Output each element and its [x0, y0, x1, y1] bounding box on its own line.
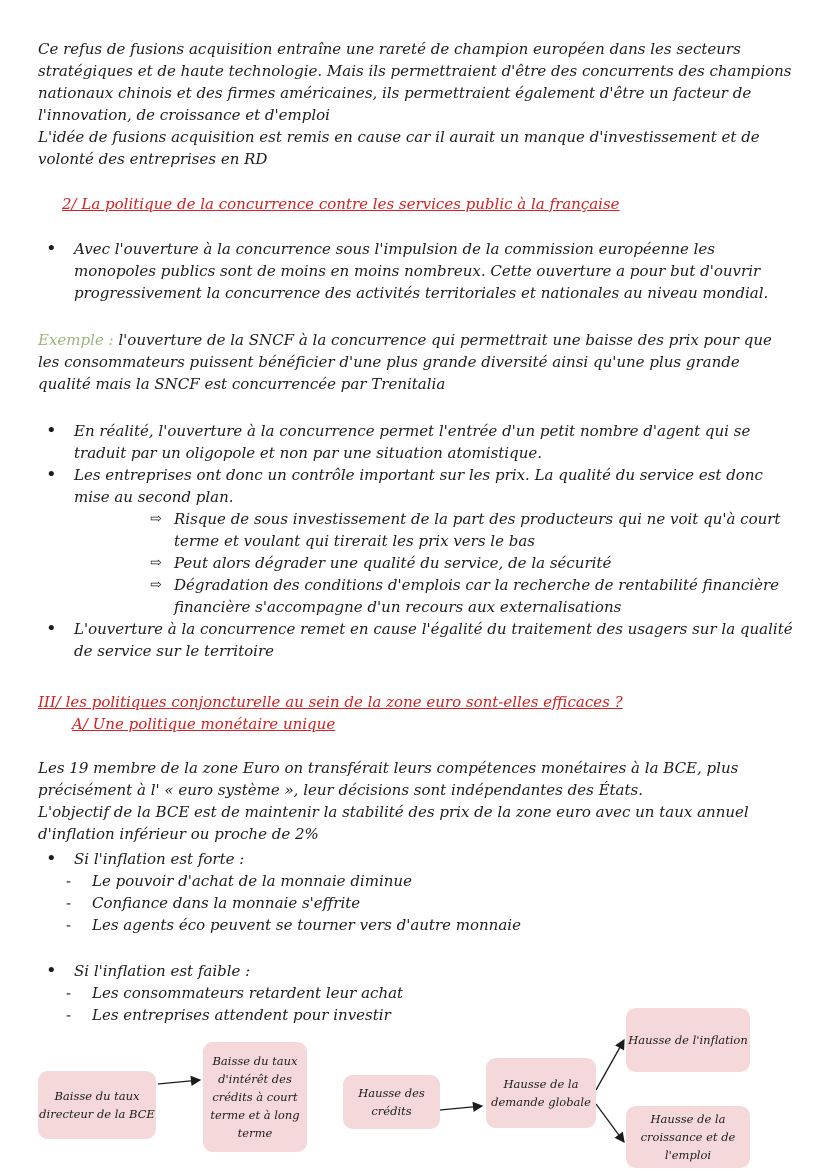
- dash-item: - Confiance dans la monnaie s'effrite: [62, 892, 822, 914]
- intro-paragraph-2: L'idée de fusions acquisition est remis en cause car il aurait un manque d'investissement et de volonté des entreprises en RD: [38, 128, 760, 168]
- example-text: l'ouverture de la SNCF à la concurrence qui permettrait une baisse des prix pour que les consommateurs puissent bénéficier d'une plus grande diversité ainsi qu'une plus grande qualité mais la SNCF est concurrencée par Trenitalia: [38, 331, 772, 393]
- section-3-paragraph-2: L'objectif de la BCE est de maintenir la stabilité des prix de la zone euro avec un taux annuel d'inflation inférieur ou proche de 2%: [38, 803, 749, 843]
- sub-list-item: ⇨ Peut alors dégrader une qualité du service, de la sécurité: [148, 552, 800, 574]
- section-3-title-text: III/ les politiques conjoncturelle au sein de la zone euro sont-elles efficaces ?: [38, 693, 623, 711]
- section-2-title: 2/ La politique de la concurrence contre les services public à la française: [62, 195, 620, 213]
- list-item-text: Les entreprises ont donc un contrôle important sur les prix. La qualité du service est donc mise au second plan.: [74, 466, 763, 506]
- diagram-box-taux-interet: Baisse du taux d'intérêt des crédits à court terme et à long terme: [203, 1042, 307, 1152]
- list-item: • En réalité, l'ouverture à la concurrence permet l'entrée d'un petit nombre d'agent qui se traduit par un oligopole et non par une situation atomistique.: [40, 420, 800, 464]
- section-3-paragraph: Les 19 membre de la zone Euro on transférait leurs compétences monétaires à la BCE, plus précisément à l' « euro système », leur décisions sont indépendantes des États.: [38, 759, 739, 799]
- arrow-3: [596, 1040, 624, 1090]
- diagram-box-inflation: Hausse de l'inflation: [626, 1008, 750, 1072]
- dash-item: - Les entreprises attendent pour investir: [62, 1004, 822, 1026]
- diagram-box-demande: Hausse de la demande globale: [486, 1058, 596, 1128]
- diagram-box-croissance: Hausse de la croissance et de l'emploi: [626, 1106, 750, 1168]
- diagram-box-taux-directeur: Baisse du taux directeur de la BCE: [38, 1071, 156, 1139]
- list-item: • Avec l'ouverture à la concurrence sous l'impulsion de la commission européenne les monopoles publics sont de moins en moins nombreux. Cette ouverture a pour but d'ouvrir progressivement la concurrence des activités territoriales et nationales au niveau mondial.: [40, 238, 800, 304]
- example-label: Exemple :: [38, 331, 114, 349]
- dash-item: - Les consommateurs retardent leur achat: [62, 982, 822, 1004]
- list-item: • L'ouverture à la concurrence remet en cause l'égalité du traitement des usagers sur la qualité de service sur le territoire: [40, 618, 800, 662]
- arrow-4: [596, 1104, 624, 1142]
- arrow-2: [440, 1106, 482, 1110]
- sub-list-item: ⇨ Dégradation des conditions d'emplois car la recherche de rentabilité financière financière s'accompagne d'un recours aux externalisations: [148, 574, 800, 618]
- list-item: • Si l'inflation est forte :: [40, 848, 800, 870]
- sub-list-item: ⇨ Risque de sous investissement de la part des producteurs qui ne voit qu'à court terme et voulant qui tirerait les prix vers le bas: [148, 508, 800, 552]
- dash-item: - Le pouvoir d'achat de la monnaie diminue: [62, 870, 822, 892]
- section-3-subtitle: A/ Une politique monétaire unique: [72, 715, 336, 733]
- arrow-1: [158, 1080, 200, 1084]
- intro-paragraph: Ce refus de fusions acquisition entraîne une rareté de champion européen dans les secteurs stratégiques et de haute technologie. Mais ils permettraient d'être des concurrents des champions nationaux chinois et des firmes américaines, ils permettraient également d'être un facteur de l'innovation, de croissance et d'emploi: [38, 40, 792, 124]
- list-item: • Si l'inflation est faible :: [40, 960, 800, 982]
- diagram-box-credits: Hausse des crédits: [343, 1075, 440, 1129]
- dash-item: - Les agents éco peuvent se tourner vers d'autre monnaie: [62, 914, 822, 936]
